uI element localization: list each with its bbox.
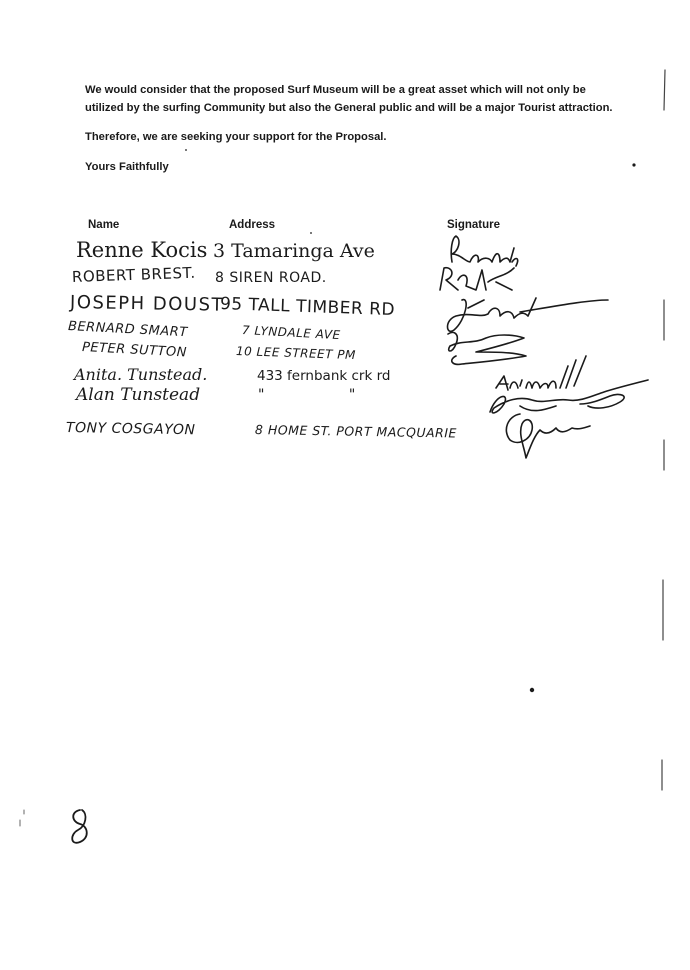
letter-paragraph-line-2: utilized by the surfing Community but also the General public and will be a major Tourist attraction. [85,102,613,114]
stray-dot-3 [185,149,187,151]
letter-paragraph-line-1: We would consider that the proposed Surf Museum will be a great asset which will not only be [85,84,586,96]
signer-name-4: BERNARD SMART [67,319,189,341]
signer-address-4: 7 LYNDALE AVE [241,323,341,343]
signer-name-5: PETER SUTTON [81,340,188,361]
signature-7 [506,414,590,458]
signer-address-8: 8 HOME ST. PORT MACQUARIE [254,422,458,441]
header-signature: Signature [447,219,501,231]
margin-digit-shape [72,810,87,843]
signer-address-2: 8 SIREN ROAD. [215,270,327,286]
signer-name-3: JOSEPH DOUST [69,292,225,316]
letter-closing: Yours Faithfully [85,161,169,173]
signer-address-7: " " [258,387,396,403]
signer-name-6: Anita. Tunstead. [74,365,208,384]
margin-stroke-6 [20,810,24,826]
signer-name-2: ROBERT BREST. [71,263,196,286]
signature-4 [448,332,526,364]
signer-name-7: Alan Tunstead [76,385,201,405]
signature-6 [490,380,648,413]
signer-name-8: TONY COSGAYON [65,420,196,439]
letter-paragraph-2: Therefore, we are seeking your support for the Proposal. [85,131,387,143]
stray-dot-4 [310,232,312,234]
signature-3 [448,298,609,331]
stray-dot-1 [530,688,534,692]
signer-address-1: 3 Tamaringa Ave [213,240,375,262]
signer-name-1: Renne Kocis [76,238,208,262]
signature-1 [451,236,517,266]
margin-stroke-1 [664,70,665,110]
signer-address-6: 433 fernbank crk rd [257,368,391,384]
signature-2 [440,268,514,290]
signer-address-5: 10 LEE STREET PM [235,344,357,363]
signer-address-3: 95 TALL TIMBER RD [219,294,396,321]
signature-5 [496,356,586,390]
stray-dot-2 [632,163,635,166]
header-address: Address [229,219,276,231]
header-name: Name [88,219,120,231]
